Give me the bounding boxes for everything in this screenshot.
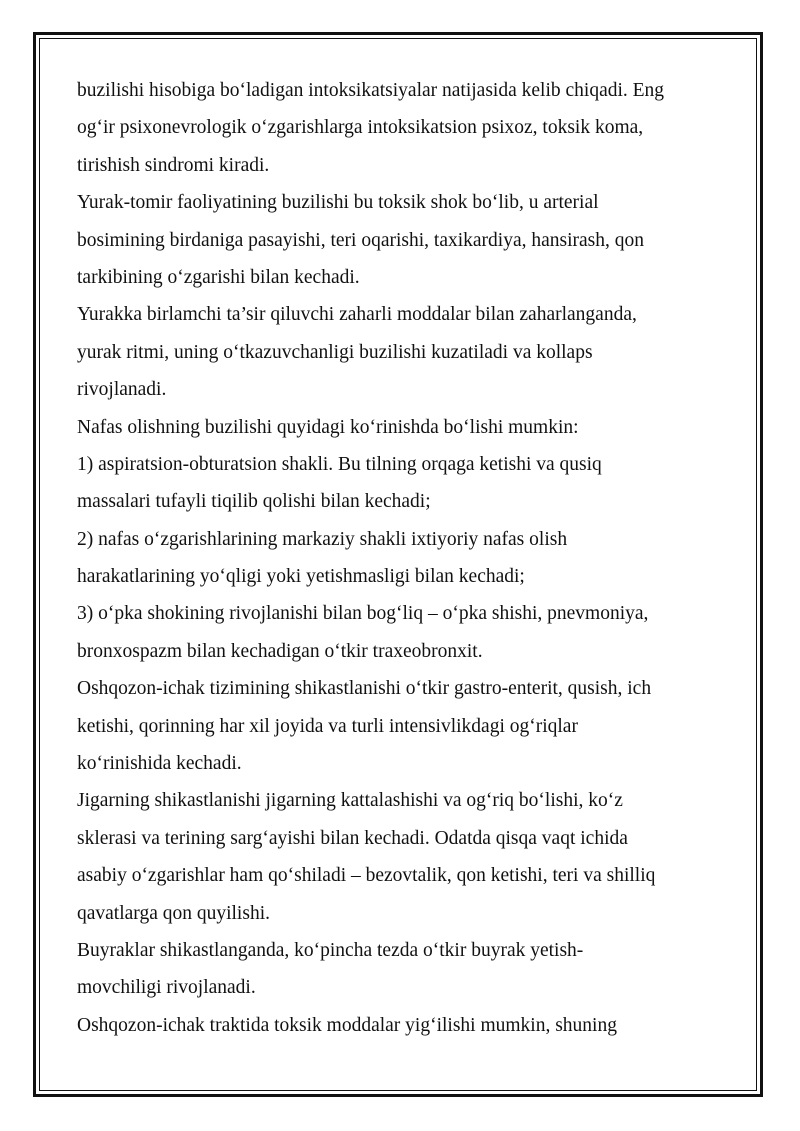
text-line: ko‘rinishida kechadi. xyxy=(77,753,242,775)
text-line: qavatlarga qon quyilishi. xyxy=(77,902,270,924)
text-line: Yurak-tomir faoliyatining buzilishi bu toksik shok bo‘lib, u arterial xyxy=(77,192,599,214)
text-line: og‘ir psixonevrologik o‘zgarishlarga intoksikatsion psixoz, toksik koma, xyxy=(77,117,644,139)
text-line: tirishish sindromi kiradi. xyxy=(77,154,270,176)
text-line: Oshqozon-ichak traktida toksik moddalar yig‘ilishi mumkin, shuning xyxy=(77,1014,617,1036)
text-line: 3) o‘pka shokining rivojlanishi bilan bog‘liq – o‘pka shishi, pnevmoniya, xyxy=(77,603,649,625)
text-line: Oshqozon-ichak tizimining shikastlanishi o‘tkir gastro-enterit, qusish, ich xyxy=(77,678,652,700)
text-line: bronxospazm bilan kechadigan o‘tkir traxeobronxit. xyxy=(77,640,483,662)
text-line: Jigarning shikastlanishi jigarning kattalashishi va og‘riq bo‘lishi, ko‘z xyxy=(77,790,623,812)
text-line: sklerasi va terining sarg‘ayishi bilan kechadi. Odatda qisqa vaqt ichida xyxy=(77,827,628,849)
text-line: bosimining birdaniga pasayishi, teri oqarishi, taxikardiya, hansirash, qon xyxy=(77,229,645,251)
text-line: Nafas olishning buzilishi quyidagi ko‘rinishda bo‘lishi mumkin: xyxy=(77,416,579,438)
text-line: rivojlanadi. xyxy=(77,379,167,401)
text-line: Yurakka birlamchi ta’sir qiluvchi zaharli moddalar bilan zaharlanganda, xyxy=(77,304,637,326)
text-line: harakatlarining yo‘qligi yoki yetishmasligi bilan kechadi; xyxy=(77,566,525,588)
text-line: tarkibining o‘zgarishi bilan kechadi. xyxy=(77,266,360,288)
text-line: 1) aspiratsion-obturatsion shakli. Bu tilning orqaga ketishi va qusiq xyxy=(77,453,602,475)
body-text xyxy=(77,72,737,1044)
text-line: Buyraklar shikastlanganda, ko‘pincha tezda o‘tkir buyrak yetish- xyxy=(77,939,584,961)
text-line: ketishi, qorinning har xil joyida va turli intensivlikdagi og‘riqlar xyxy=(77,715,578,737)
text-line: yurak ritmi, uning o‘tkazuvchanligi buzilishi kuzatiladi va kollaps xyxy=(77,341,593,363)
text-line: buzilishi hisobiga bo‘ladigan intoksikatsiyalar natijasida kelib chiqadi. Eng xyxy=(77,80,665,101)
text-line: asabiy o‘zgarishlar ham qo‘shiladi – bezovtalik, qon ketishi, teri va shilliq xyxy=(77,865,656,887)
text-line: movchiligi rivojlanadi. xyxy=(77,977,256,999)
text-line: 2) nafas o‘zgarishlarining markaziy shakli ixtiyoriy nafas olish xyxy=(77,528,568,550)
text-line: massalari tufayli tiqilib qolishi bilan kechadi; xyxy=(77,491,431,513)
